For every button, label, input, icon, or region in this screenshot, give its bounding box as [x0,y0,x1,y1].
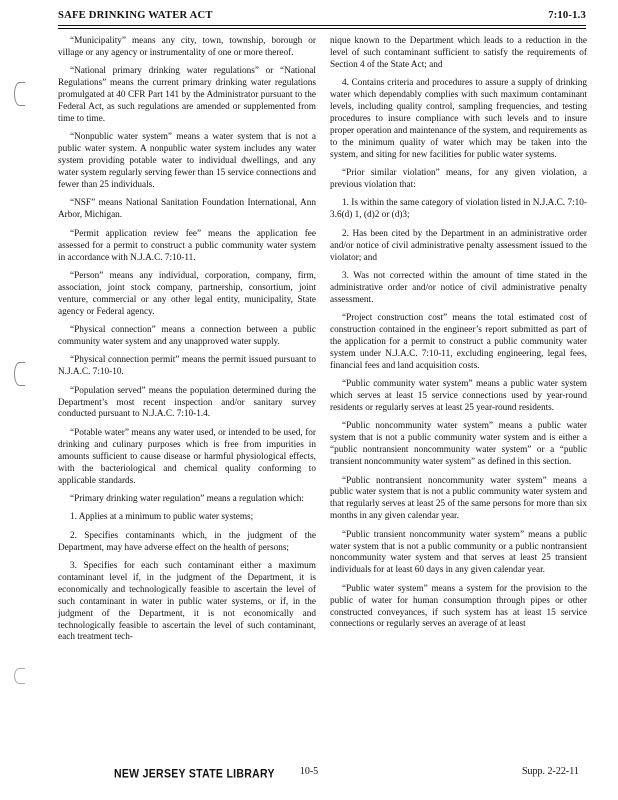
header-rule-thick [58,25,586,26]
punch-hole-mark [14,362,25,386]
definition-paragraph: “Prior similar violation” means, for any given violation, a previous violation that: [330,168,587,190]
definition-paragraph: “Public community water system” means a public water system which serves at least 15 service connections used by year-round residents or regularly serves at least 25 year-round residents. [330,379,587,413]
punch-hole-mark [14,82,25,106]
definition-paragraph: “Public nontransient noncommunity water system” means a public water system that is not a public community water system and that regularly serves at least 25 of the same persons for more than six months in any given calendar year. [330,475,587,522]
definition-paragraph: “Primary drinking water regulation” means a regulation which: [70,493,305,504]
header-rule-thin [58,28,586,29]
numbered-item: 2. Has been cited by the Department in an administrative order and/or notice of civil administrative penalty assessment issued to the violator; and [330,228,587,263]
definition-paragraph: “Public noncommunity water system” means a public water system that is not a public community water system and is either a “public nontransient noncommunity water system” or a “public transient noncommunity water system” as defined in this section. [330,421,587,468]
left-column [58,36,316,651]
definition-paragraph: “Nonpublic water system” means a water system that is not a public water system. A nonpublic water system includes any water system providing potable water to individual dwellings, and any water system regularly serving fewer than 15 service connections and fewer than 25 individuals. [58,132,316,190]
page-number: 10-5 [299,766,319,777]
numbered-item: 2. Specifies contaminants which, in the judgment of the Department, may have adverse effect on the health of persons; [58,530,316,553]
punch-hole-mark [14,668,25,684]
right-column [330,36,587,638]
definition-paragraph: “Physical connection permit” means the permit issued pursuant to N.J.A.C. 7:10-10. [58,355,316,378]
definition-paragraph: “Physical connection” means a connection between a public community water system and any unapproved water supply. [58,325,316,347]
library-stamp: NEW JERSEY STATE LIBRARY [114,767,275,781]
definition-paragraph: “Public transient noncommunity water system” means a public water system that is not a public community or a public nontransient noncommunity water system and that serves at least 25 transient individuals for at least 60 days in any given calendar year. [330,529,587,576]
definition-paragraph: “Person” means any individual, corporation, company, firm, association, joint stock company, partnership, consortium, joint venture, commercial or any other legal entity, municipality, State agency or Federal agency. [58,270,316,317]
definition-paragraph: “Municipality” means any city, town, township, borough or village or any agency or instrumentality of one or more thereof. [58,36,316,58]
header-title: SAFE DRINKING WATER ACT [58,10,213,21]
numbered-item: 4. Contains criteria and procedures to assure a supply of drinking water which dependably complies with such maximum contaminant levels, including quality control, sampling frequencies, and testing procedures to insure compliance with such levels and to insure proper operation and maintenance of the system, and requirements as to the minimum quality of water which may be taken into the system, and siting for new facilities for public water systems. [330,78,587,160]
header-section-number: 7:10-1.3 [548,10,586,21]
running-header [58,10,586,21]
definition-paragraph: “NSF” means National Sanitation Foundation International, Ann Arbor, Michigan. [58,198,316,221]
definition-paragraph: “Potable water” means any water used, or intended to be used, for drinking and culinary purposes which is free from impurities in amounts sufficient to cause disease or harmful physiological effects, with the bacteriological and chemical quality conforming to applicable standards. [58,427,316,486]
definition-paragraph: “Population served” means the population determined during the Department’s most recent inspection and/or sanitary survey conducted pursuant to N.J.A.C. 7:10-1.4. [58,385,316,420]
continued-paragraph: nique known to the Department which leads to a reduction in the level of such contaminant sufficient to satisfy the requirements of Section 4 of the State Act; and [330,36,587,70]
definition-paragraph: “National primary drinking water regulations” or “National Regulations” means the current primary drinking water regulations promulgated at 40 CFR Part 141 by the Administrator pursuant to the Federal Act, as such regulations are amended or supplemented from time to time. [58,66,316,124]
supplement-date: Supp. 2-22-11 [522,766,579,777]
definition-paragraph: “Project construction cost” means the total estimated cost of construction contained in the engineer’s report submitted as part of the application for a permit to construct a public community water system under N.J.A.C. 7:10-11, excluding engineering, legal fees, financial fees and land acquisition costs. [330,313,587,371]
numbered-item: 3. Specifies for each such contaminant either a maximum contaminant level if, in the judgment of the Department, it is economically and technologically feasible to ascertain the level of such contaminant in water in public water systems, or if, in the judgment of the Department, it is not economically and technologically feasible to ascertain the level of such contaminant, each treatment tech- [58,561,316,643]
numbered-item: 1. Is within the same category of violation listed in N.J.A.C. 7:10-3.6(d) 1, (d)2 or (d)3; [330,198,587,221]
numbered-item: 1. Applies at a minimum to public water systems; [70,512,254,523]
numbered-item: 3. Was not corrected within the amount of time stated in the administrative order and/or notice of civil administrative penalty assessment. [330,270,587,305]
definition-paragraph: “Permit application review fee” means the application fee assessed for a permit to construct a public community water system in accordance with N.J.A.C. 7:10-11. [58,228,316,263]
definition-paragraph: “Public water system” means a system for the provision to the public of water for human consumption through pipes or other constructed conveyances, if such system has at least 15 service connections or regularly serves an average of at least [330,583,587,630]
